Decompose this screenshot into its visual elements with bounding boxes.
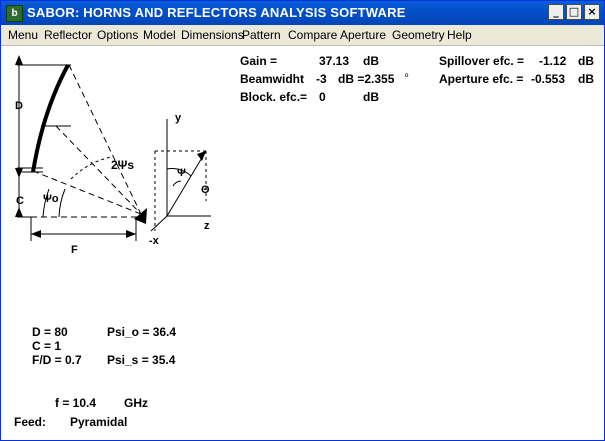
beamwidth-value: dB =2.355 (338, 72, 395, 86)
arrow-C-bottom-icon (15, 207, 23, 217)
beamwidth-level: -3 (316, 72, 327, 86)
menu-bar (1, 25, 604, 46)
label-D: D (15, 100, 23, 112)
psi-arc (173, 181, 181, 186)
psi-s-arc (71, 157, 111, 179)
sabor-app-icon[interactable]: b (6, 5, 23, 22)
arrow-D-top-icon (15, 55, 23, 65)
label-psi-o: Ψo (43, 193, 59, 205)
param-psi-o: Psi_o = 36.4 (107, 325, 177, 339)
spillover-unit: dB (578, 54, 594, 68)
maximize-button[interactable]: □ (566, 4, 582, 20)
block-efficiency-label: Block. efc.= (240, 90, 308, 104)
param-FD: F/D = 0.7 (32, 353, 82, 367)
param-D: D = 80 (32, 325, 68, 339)
aperture-label: Aperture efc. = (439, 72, 524, 86)
param-frequency-unit: GHz (124, 396, 148, 410)
axis-y-label: y (175, 112, 182, 124)
theta-label: Θ (201, 184, 210, 196)
vector-arrow-icon (197, 151, 206, 161)
menu-menu[interactable]: Menu (8, 28, 39, 42)
axis-x-label: -x (149, 235, 159, 247)
param-frequency: f = 10.4 (55, 396, 97, 410)
main-canvas (1, 46, 604, 440)
window-title: SABOR: HORNS AND REFLECTORS ANALYSIS SOFTWARE (27, 5, 406, 20)
edge-ray-top (69, 65, 141, 214)
menu-model[interactable]: Model (143, 28, 176, 42)
coordinate-system-diagram (146, 106, 216, 247)
param-psi-s: Psi_s = 35.4 (107, 353, 176, 367)
minimize-button[interactable]: _ (548, 4, 564, 20)
title-bar[interactable] (1, 1, 604, 25)
psi-o-arc (59, 189, 65, 217)
gain-unit: dB (363, 54, 379, 68)
gain-label: Gain = (240, 54, 278, 68)
block-efficiency-value: 0 (319, 90, 326, 104)
reflector-curve (33, 65, 68, 172)
spillover-label: Spillover efc. = (439, 54, 525, 68)
spillover-value: -1.12 (539, 54, 567, 68)
degree-icon: º (405, 72, 409, 82)
menu-help[interactable]: Help (447, 28, 472, 42)
menu-reflector[interactable]: Reflector (44, 28, 93, 42)
beamwidth-label: Beamwidht (240, 72, 305, 86)
feed-value: Pyramidal (70, 415, 128, 429)
menu-aperture[interactable]: Aperture (340, 28, 387, 42)
gain-value: 37.13 (319, 54, 350, 68)
label-F: F (71, 244, 78, 256)
arrow-D-bottom-icon (15, 168, 23, 178)
block-efficiency-unit: dB (363, 90, 379, 104)
arrow-F-right-icon (126, 230, 136, 238)
x-axis (151, 216, 167, 231)
aperture-value: -0.553 (531, 72, 566, 86)
label-C: C (16, 195, 24, 207)
axis-z-label: z (204, 220, 210, 232)
feed-label: Feed: (14, 415, 47, 429)
param-C: C = 1 (32, 339, 62, 353)
menu-compare[interactable]: Compare (288, 28, 338, 42)
arrow-F-left-icon (31, 230, 41, 238)
menu-geometry[interactable]: Geometry (392, 28, 445, 42)
menu-options[interactable]: Options (97, 28, 139, 42)
close-button[interactable]: × (584, 4, 600, 20)
aperture-unit: dB (578, 72, 594, 86)
psi-label: Ψ (177, 167, 186, 179)
menu-dimensions[interactable]: Dimensions (181, 28, 244, 42)
menu-pattern[interactable]: Pattern (242, 28, 281, 42)
label-psi-s: 2Ψs (111, 158, 135, 172)
